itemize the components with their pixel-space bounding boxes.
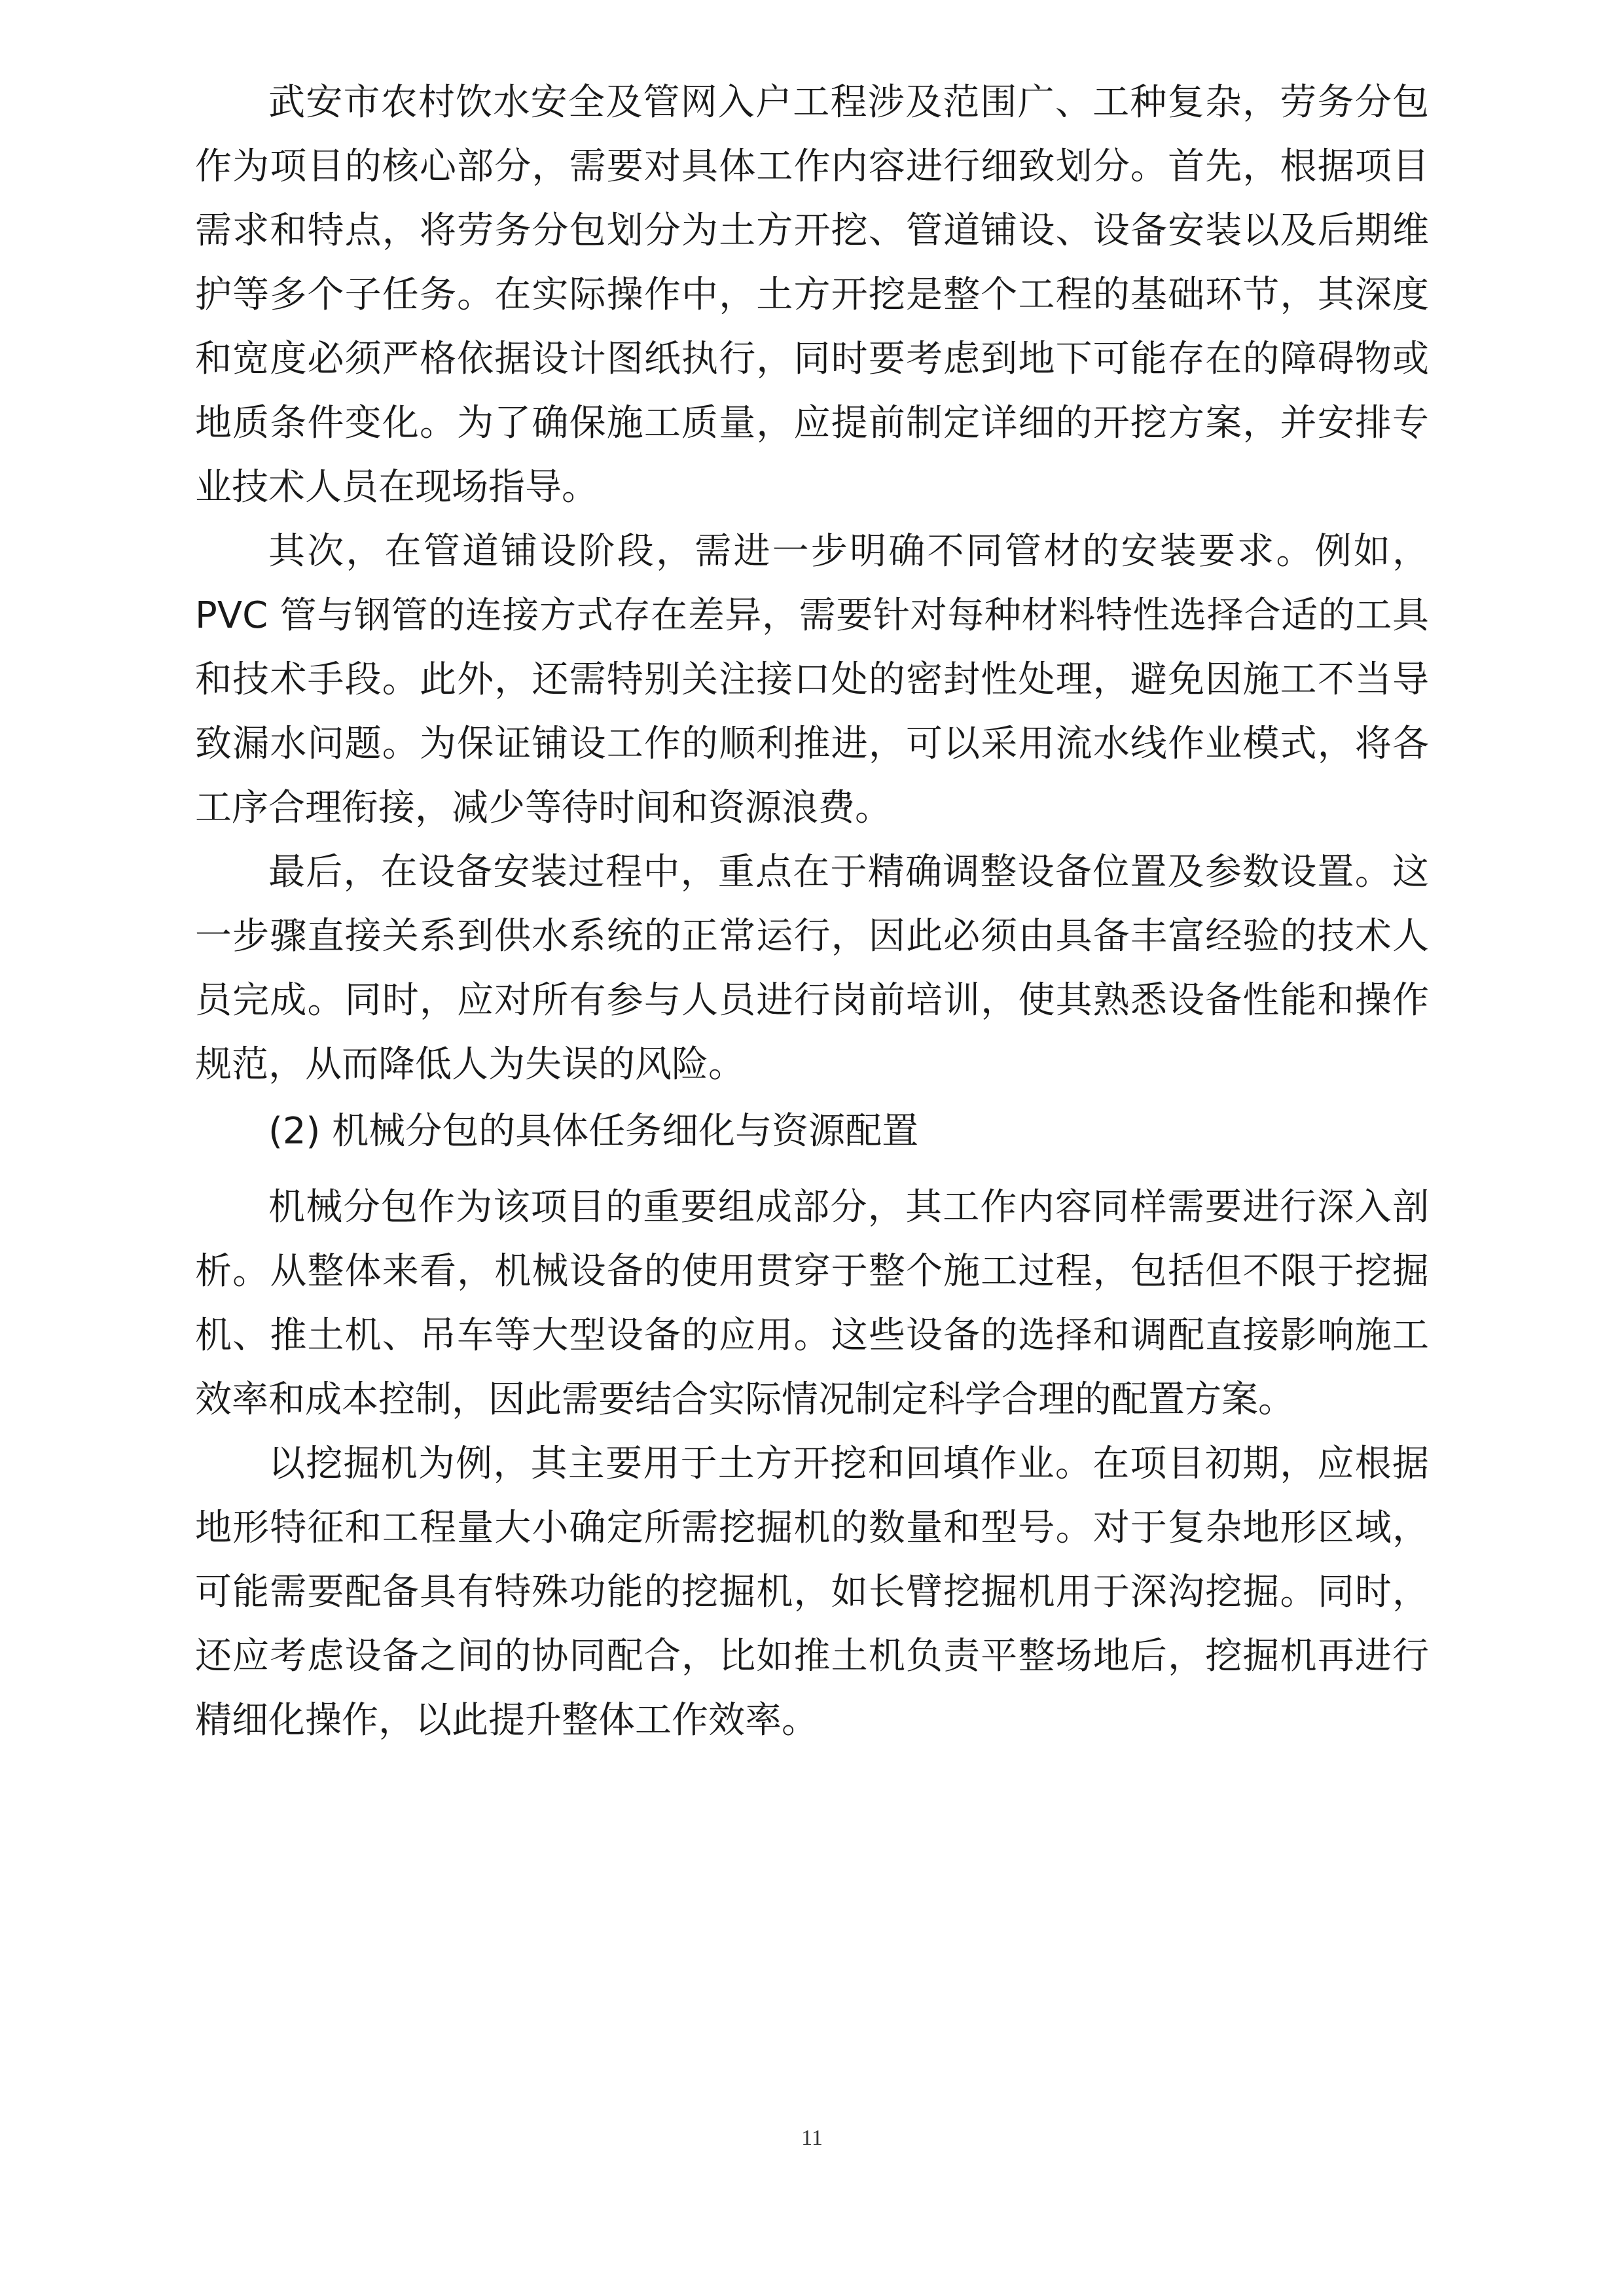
page-number: 11 [801, 2126, 823, 2150]
paragraph-equipment-install: 最后，在设备安装过程中，重点在于精确调整设备位置及参数设置。这一步骤直接关系到供水系统的正常运行，因此必须由具备丰富经验的技术人员完成。同时，应对所有参与人员进行岗前培训，使其熟悉设备性能和操作规范，从而降低人为失误的风险。 [195, 851, 1429, 1086]
paragraph-excavator-example: 以挖掘机为例，其主要用于土方开挖和回填作业。在项目初期，应根据地形特征和工程量大小确定所需挖掘机的数量和型号。对于复杂地形区域，可能需要配备具有特殊功能的挖掘机，如长臂挖掘机用于深沟挖掘。同时，还应考虑设备之间的协同配合，比如推土机负责平整场地后，挖掘机再进行精细化操作，以此提升整体工作效率。 [195, 1443, 1429, 1742]
paragraph-machinery-subcontract: 机械分包作为该项目的重要组成部分，其工作内容同样需要进行深入剖析。从整体来看，机械设备的使用贯穿于整个施工过程，包括但不限于挖掘机、推土机、吊车等大型设备的应用。这些设备的选择和调配直接影响施工效率和成本控制，因此需要结合实际情况制定科学合理的配置方案。 [195, 1186, 1429, 1421]
paragraph-pipe-laying: 其次，在管道铺设阶段，需进一步明确不同管材的安装要求。例如，PVC 管与钢管的连接方式存在差异，需要针对每种材料特性选择合适的工具和技术手段。此外，还需特别关注接口处的密封性处理，避免因施工不当导致漏水问题。为保证铺设工作的顺利推进，可以采用流水线作业模式，将各工序合理衔接，减少等待时间和资源浪费。 [195, 530, 1429, 829]
section-heading: (2) 机械分包的具体任务细化与资源配置 [268, 1110, 919, 1153]
body-text [195, 71, 1429, 1753]
paragraph-labor-subcontract: 武安市农村饮水安全及管网入户工程涉及范围广、工种复杂，劳务分包作为项目的核心部分，需要对具体工作内容进行细致划分。首先，根据项目需求和特点，将劳务分包划分为土方开挖、管道铺设、设备安装以及后期维护等多个子任务。在实际操作中，土方开挖是整个工程的基础环节，其深度和宽度必须严格依据设计图纸执行，同时要考虑到地下可能存在的障碍物或地质条件变化。为了确保施工质量，应提前制定详细的开挖方案，并安排专业技术人员在现场指导。 [195, 81, 1429, 509]
